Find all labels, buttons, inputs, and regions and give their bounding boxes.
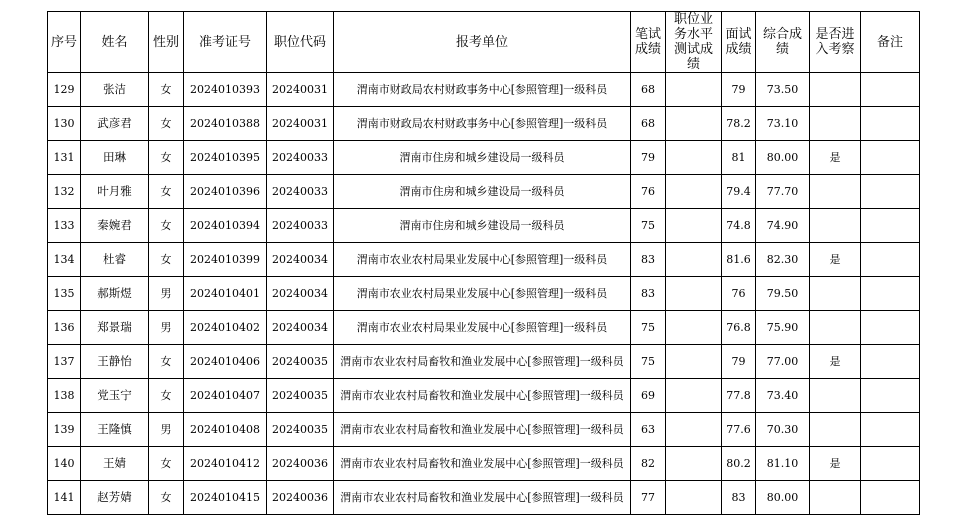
header-position: 职位代码 [267,12,334,73]
cell-interview: 76.8 [722,311,756,345]
cell-professional [666,413,722,447]
cell-ticket: 2024010407 [184,379,267,413]
cell-interview: 76 [722,277,756,311]
cell-unit: 渭南市财政局农村财政事务中心[参照管理]一级科员 [334,107,631,141]
cell-unit: 渭南市住房和城乡建设局一级科员 [334,141,631,175]
cell-seq: 140 [48,447,81,481]
cell-ticket: 2024010388 [184,107,267,141]
cell-name: 王婧 [81,447,149,481]
table-row [48,175,920,209]
cell-name: 王静怡 [81,345,149,379]
cell-name: 王隆慎 [81,413,149,447]
table-body [48,73,920,515]
table-row [48,107,920,141]
cell-name: 郝斯煜 [81,277,149,311]
cell-remark [861,277,920,311]
cell-unit: 渭南市农业农村局畜牧和渔业发展中心[参照管理]一级科员 [334,481,631,515]
cell-professional [666,379,722,413]
cell-total: 74.90 [756,209,810,243]
cell-written: 75 [631,345,666,379]
cell-remark [861,243,920,277]
table-row [48,73,920,107]
cell-interview: 80.2 [722,447,756,481]
cell-unit: 渭南市农业农村局果业发展中心[参照管理]一级科员 [334,243,631,277]
cell-name: 张洁 [81,73,149,107]
header-gender: 性别 [149,12,184,73]
cell-total: 73.50 [756,73,810,107]
cell-position: 20240034 [267,311,334,345]
cell-position: 20240036 [267,447,334,481]
cell-gender: 女 [149,447,184,481]
cell-seq: 135 [48,277,81,311]
results-table [47,11,920,515]
table-row [48,481,920,515]
cell-total: 73.40 [756,379,810,413]
cell-unit: 渭南市农业农村局畜牧和渔业发展中心[参照管理]一级科员 [334,413,631,447]
cell-total: 81.10 [756,447,810,481]
cell-seq: 131 [48,141,81,175]
cell-seq: 132 [48,175,81,209]
cell-gender: 女 [149,73,184,107]
cell-gender: 女 [149,345,184,379]
cell-unit: 渭南市住房和城乡建设局一级科员 [334,209,631,243]
table-row [48,243,920,277]
cell-total: 82.30 [756,243,810,277]
header-total: 综合成绩 [756,12,810,73]
cell-position: 20240031 [267,107,334,141]
header-seq: 序号 [48,12,81,73]
cell-seq: 139 [48,413,81,447]
cell-position: 20240035 [267,413,334,447]
cell-name: 秦婉君 [81,209,149,243]
cell-professional [666,311,722,345]
table-row [48,345,920,379]
cell-seq: 134 [48,243,81,277]
cell-inspect [810,413,861,447]
cell-interview: 79 [722,73,756,107]
cell-written: 82 [631,447,666,481]
cell-unit: 渭南市农业农村局果业发展中心[参照管理]一级科员 [334,277,631,311]
cell-seq: 138 [48,379,81,413]
cell-interview: 81 [722,141,756,175]
table-row [48,277,920,311]
cell-seq: 141 [48,481,81,515]
cell-name: 田琳 [81,141,149,175]
cell-total: 80.00 [756,481,810,515]
cell-inspect [810,73,861,107]
cell-inspect [810,379,861,413]
cell-seq: 129 [48,73,81,107]
cell-total: 73.10 [756,107,810,141]
cell-name: 武彦君 [81,107,149,141]
cell-position: 20240033 [267,175,334,209]
cell-interview: 83 [722,481,756,515]
cell-name: 郑景瑞 [81,311,149,345]
cell-ticket: 2024010393 [184,73,267,107]
cell-ticket: 2024010415 [184,481,267,515]
cell-interview: 74.8 [722,209,756,243]
cell-remark [861,413,920,447]
cell-position: 20240033 [267,141,334,175]
cell-name: 赵芳婧 [81,481,149,515]
cell-inspect: 是 [810,141,861,175]
cell-written: 75 [631,311,666,345]
cell-written: 69 [631,379,666,413]
cell-ticket: 2024010402 [184,311,267,345]
header-row [48,12,920,73]
cell-professional [666,209,722,243]
cell-position: 20240034 [267,243,334,277]
cell-name: 叶月雅 [81,175,149,209]
cell-ticket: 2024010412 [184,447,267,481]
cell-total: 77.00 [756,345,810,379]
cell-position: 20240033 [267,209,334,243]
cell-professional [666,107,722,141]
cell-remark [861,209,920,243]
cell-position: 20240036 [267,481,334,515]
cell-ticket: 2024010408 [184,413,267,447]
header-written: 笔试成绩 [631,12,666,73]
cell-interview: 79 [722,345,756,379]
cell-position: 20240035 [267,345,334,379]
cell-gender: 男 [149,413,184,447]
cell-seq: 136 [48,311,81,345]
cell-professional [666,175,722,209]
cell-inspect [810,277,861,311]
table-row [48,413,920,447]
cell-gender: 男 [149,277,184,311]
cell-total: 75.90 [756,311,810,345]
cell-ticket: 2024010406 [184,345,267,379]
cell-gender: 女 [149,243,184,277]
cell-professional [666,447,722,481]
cell-remark [861,481,920,515]
cell-written: 77 [631,481,666,515]
cell-position: 20240031 [267,73,334,107]
cell-remark [861,141,920,175]
cell-gender: 女 [149,209,184,243]
cell-total: 80.00 [756,141,810,175]
cell-inspect [810,481,861,515]
cell-written: 63 [631,413,666,447]
cell-interview: 77.8 [722,379,756,413]
table-row [48,379,920,413]
cell-gender: 女 [149,481,184,515]
cell-inspect [810,311,861,345]
cell-total: 77.70 [756,175,810,209]
cell-gender: 男 [149,311,184,345]
cell-seq: 137 [48,345,81,379]
cell-written: 76 [631,175,666,209]
cell-written: 75 [631,209,666,243]
cell-gender: 女 [149,175,184,209]
cell-inspect [810,107,861,141]
cell-professional [666,243,722,277]
cell-professional [666,277,722,311]
cell-written: 68 [631,107,666,141]
cell-remark [861,311,920,345]
cell-name: 杜睿 [81,243,149,277]
cell-interview: 78.2 [722,107,756,141]
cell-ticket: 2024010396 [184,175,267,209]
cell-remark [861,447,920,481]
cell-interview: 79.4 [722,175,756,209]
cell-seq: 133 [48,209,81,243]
cell-inspect: 是 [810,243,861,277]
cell-total: 79.50 [756,277,810,311]
cell-professional [666,481,722,515]
cell-professional [666,141,722,175]
cell-ticket: 2024010401 [184,277,267,311]
table-row [48,141,920,175]
cell-seq: 130 [48,107,81,141]
cell-unit: 渭南市财政局农村财政事务中心[参照管理]一级科员 [334,73,631,107]
cell-unit: 渭南市农业农村局畜牧和渔业发展中心[参照管理]一级科员 [334,447,631,481]
cell-gender: 女 [149,107,184,141]
cell-ticket: 2024010399 [184,243,267,277]
header-professional: 职位业务水平测试成绩 [666,12,722,73]
table-row [48,311,920,345]
header-inspect: 是否进入考察 [810,12,861,73]
cell-unit: 渭南市农业农村局畜牧和渔业发展中心[参照管理]一级科员 [334,379,631,413]
cell-position: 20240034 [267,277,334,311]
table-row [48,447,920,481]
header-unit: 报考单位 [334,12,631,73]
cell-position: 20240035 [267,379,334,413]
cell-ticket: 2024010394 [184,209,267,243]
cell-remark [861,73,920,107]
header-remark: 备注 [861,12,920,73]
cell-professional [666,345,722,379]
header-name: 姓名 [81,12,149,73]
header-ticket: 准考证号 [184,12,267,73]
cell-unit: 渭南市住房和城乡建设局一级科员 [334,175,631,209]
cell-gender: 女 [149,379,184,413]
table-row [48,209,920,243]
cell-name: 党玉宁 [81,379,149,413]
cell-unit: 渭南市农业农村局果业发展中心[参照管理]一级科员 [334,311,631,345]
cell-interview: 77.6 [722,413,756,447]
cell-inspect [810,175,861,209]
cell-written: 79 [631,141,666,175]
cell-interview: 81.6 [722,243,756,277]
cell-remark [861,379,920,413]
cell-gender: 女 [149,141,184,175]
cell-inspect: 是 [810,345,861,379]
cell-ticket: 2024010395 [184,141,267,175]
cell-unit: 渭南市农业农村局畜牧和渔业发展中心[参照管理]一级科员 [334,345,631,379]
cell-total: 70.30 [756,413,810,447]
cell-written: 83 [631,277,666,311]
cell-written: 83 [631,243,666,277]
cell-remark [861,175,920,209]
cell-written: 68 [631,73,666,107]
cell-remark [861,107,920,141]
cell-professional [666,73,722,107]
cell-inspect: 是 [810,447,861,481]
cell-remark [861,345,920,379]
cell-inspect [810,209,861,243]
header-interview: 面试成绩 [722,12,756,73]
